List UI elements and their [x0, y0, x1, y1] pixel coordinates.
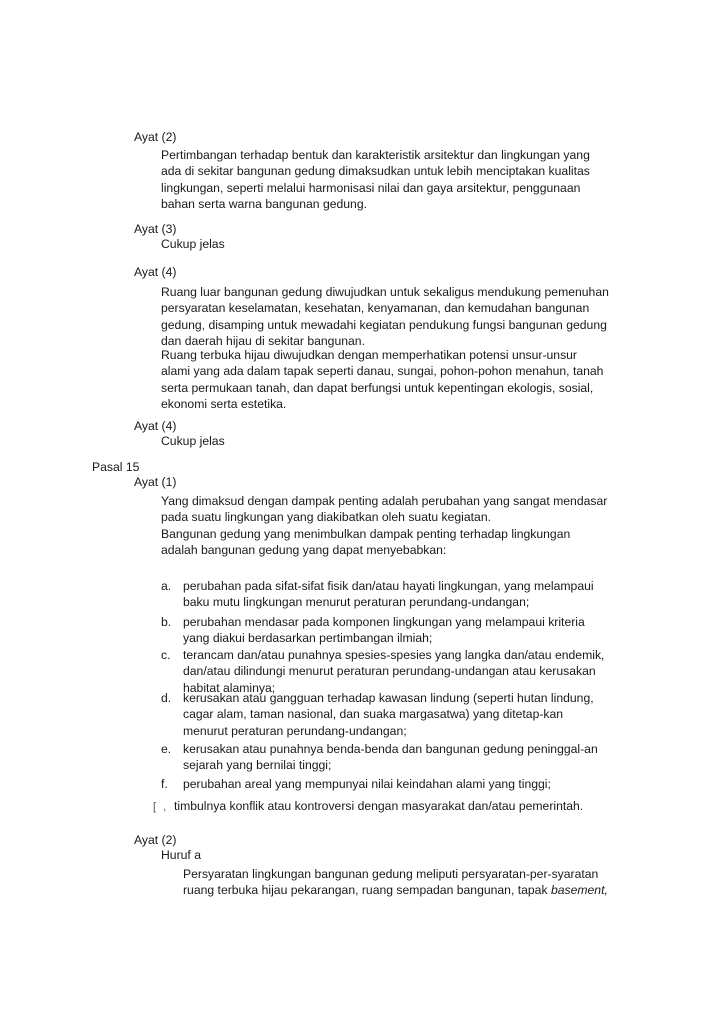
huruf-a-text-italic: basement,: [550, 883, 608, 898]
list-marker: c.: [161, 648, 171, 662]
huruf-a-text: [183, 866, 613, 899]
pasal-15-ayat-2-label: Ayat (2): [134, 833, 177, 847]
ayat-4b-label: Ayat (4): [134, 419, 177, 433]
pasal-15-ayat-1-label: Ayat (1): [134, 475, 177, 489]
list-text: perubahan pada sifat-sifat fisik dan/atau hayati lingkungan, yang melampaui baku mutu lingkungan menurut peraturan perundang-undangan;: [183, 579, 594, 610]
list-marker: d.: [161, 691, 172, 705]
list-item: [161, 741, 611, 774]
ayat-2-text: Pertimbangan terhadap bentuk dan karakteristik arsitektur dan lingkungan yang ada di sekitar bangunan gedung dimaksudkan untuk lebih menciptakan kualitas lingkungan, seperti melalui harmonisasi nilai dan gaya arsitektur, penggunaan bahan serta warna bangunan gedung.: [161, 148, 590, 212]
list-text: perubahan mendasar pada komponen lingkungan yang melampaui kriteria yang diakui berdasarkan pertimbangan ilmiah;: [183, 615, 585, 646]
ayat-4b-text: Cukup jelas: [161, 434, 225, 448]
list-item: [161, 776, 611, 792]
pasal-15-para-2: Bangunan gedung yang menimbulkan dampak penting terhadap lingkungan adalah bangunan gedung yang dapat menyebabkan:: [161, 527, 571, 558]
list-text: kerusakan atau gangguan terhadap kawasan lindung (seperti hutan lindung, cagar alam, taman nasional, dan suaka margasatwa) yang ditetap-kan menurut peraturan perundang-undangan;: [183, 691, 594, 738]
ayat-2-label: Ayat (2): [134, 130, 177, 144]
pasal-15-title: Pasal 15: [92, 460, 140, 474]
list-marker: e.: [161, 742, 172, 756]
huruf-a-text-main: Persyaratan lingkungan bangunan gedung meliputi persyaratan-per-syaratan ruang terbuka hijau pekarangan, ruang sempadan bangunan, tapak: [183, 867, 599, 898]
list-text: terancam dan/atau punahnya spesies-spesies yang langka dan/atau endemik, dan/atau dilindungi menurut peraturan perundang-undangan atau kerusakan habitat alaminya;: [183, 648, 605, 695]
ayat-4-para-2: Ruang terbuka hijau diwujudkan dengan memperhatikan potensi unsur-unsur alami yang ada dalam tapak seperti danau, sungai, pohon-pohon menahun, tanah serta permukaan tanah, dan dapat berfungsi untuk kepentingan ekologis, sosial, ekonomi serta estetika.: [161, 348, 604, 412]
list-item: [161, 690, 611, 739]
list-item-g-text: timbulnya konflik atau kontroversi dengan masyarakat dan/atau pemerintah.: [174, 799, 584, 813]
list-marker: b.: [161, 615, 172, 629]
huruf-a-label: Huruf a: [161, 848, 201, 862]
list-marker: f.: [161, 777, 168, 791]
list-marker-glyph: [ ,: [153, 801, 169, 813]
ayat-3-text: Cukup jelas: [161, 237, 225, 251]
list-item: [161, 578, 611, 611]
list-item: [161, 647, 611, 696]
list-text: perubahan areal yang mempunyai nilai keindahan alami yang tinggi;: [183, 777, 551, 791]
ayat-4-label: Ayat (4): [134, 265, 177, 279]
list-marker: a.: [161, 579, 172, 593]
ayat-3-label: Ayat (3): [134, 222, 177, 236]
pasal-15-para-1: Yang dimaksud dengan dampak penting adalah perubahan yang sangat mendasar pada suatu lingkungan yang diakibatkan oleh suatu kegiatan.: [161, 494, 608, 525]
list-item: [161, 614, 611, 647]
ayat-4-para-1: Ruang luar bangunan gedung diwujudkan untuk sekaligus mendukung pemenuhan persyaratan keselamatan, kesehatan, kenyamanan, dan kemudahan bangunan gedung, disamping untuk mewadahi kegiatan pendukung fungsi bangunan gedung dan daerah hijau di sekitar bangunan.: [161, 285, 609, 349]
list-text: kerusakan atau punahnya benda-benda dan bangunan gedung peninggal-an sejarah yang bernilai tinggi;: [183, 742, 598, 773]
